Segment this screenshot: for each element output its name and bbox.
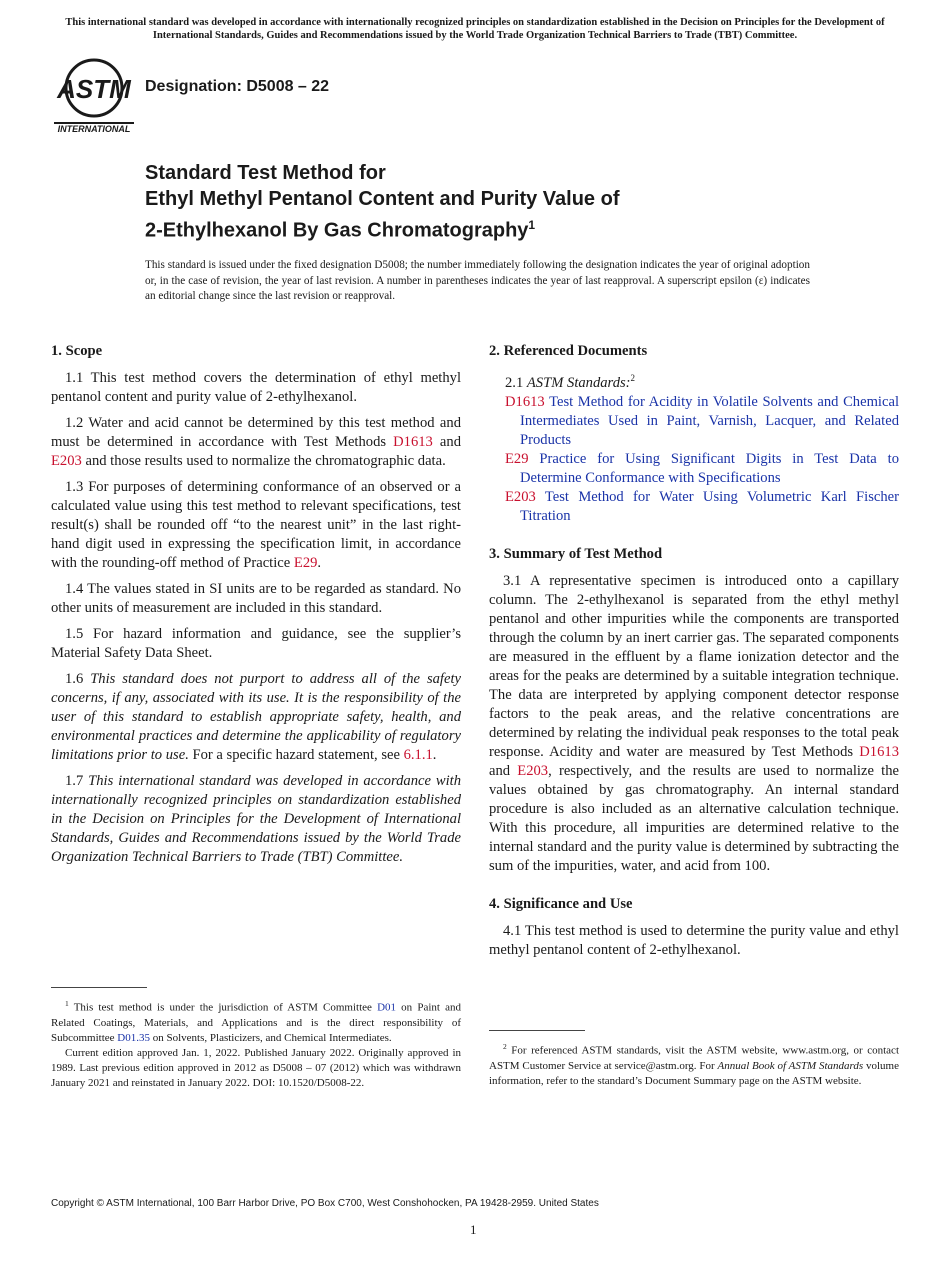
scope-1-7: 1.7 This international standard was developed in accordance with internationally recognized principles on standardization established in the Decision on Principles for the Development of International Standards, Guides and Recommendations issued by the World Trade Organization Technical Barriers to Trade (TBT) Committee. — [51, 773, 462, 865]
section-summary-heading: 3. Summary of Test Method — [489, 545, 663, 562]
title-line-1: Standard Test Method for — [145, 162, 386, 184]
footnote-rule-left — [51, 987, 147, 988]
title-line-2: Ethyl Methyl Pentanol Content and Purity Value of — [145, 188, 620, 210]
top-notice: This international standard was developed in accordance with internationally recognized principles on standardization established in the Decision on Principles for the Development of International Standards, Guides and Recommendations issued by the World Trade Organization Technical Barriers to Trade (TBT) Committee. — [65, 17, 885, 41]
right-column — [489, 342, 899, 967]
ref-item-d1613[interactable]: D1613 Test Method for Acidity in Volatile Solvents and Chemical Intermediates Used in Paint, Varnish, Lacquer, and Related Products — [505, 393, 899, 448]
designation: Designation: D5008 – 22 — [145, 78, 330, 95]
scope-1-1: 1.1 This test method covers the determination of ethyl methyl pentanol content and purity value of 2-ethylhexanol. — [51, 370, 461, 405]
title-line-3-text: 2-Ethylhexanol By Gas Chromatography — [145, 219, 529, 242]
link-e203-summary[interactable]: E203 — [517, 762, 549, 779]
left-column — [51, 342, 461, 874]
scope-1-4: 1.4 The values stated in SI units are to be regarded as standard. No other units of measurement are included in this standard. — [51, 581, 461, 616]
copyright: Copyright © ASTM International, 100 Barr Harbor Drive, PO Box C700, West Conshohocken, PA 19428-2959. United States — [51, 1198, 599, 1209]
ref-item-e203[interactable]: E203 Test Method for Water Using Volumetric Karl Fischer Titration — [505, 488, 899, 524]
document-title — [145, 160, 865, 244]
logo-subtext: INTERNATIONAL — [57, 124, 131, 134]
footnote-2: $^2$ For referenced ASTM standards, visit the ASTM website, www.astm.org, or contact ASTM Customer Service at service@astm.org. For Annual Book of ASTM Standards volume information, refer to the standard’s Document Summary page on the ASTM website. — [489, 1042, 899, 1087]
scope-1-6: 1.6 This standard does not purport to address all of the safety concerns, if any, associated with its use. It is the responsibility of the user of this standard to establish appropriate safety, health, and environmental practices and determine the applicability of regulatory limitations prior to use. For a specific hazard statement, see 6.1.1. — [51, 671, 461, 763]
link-d01[interactable]: D01 — [377, 1001, 397, 1014]
astm-standards-label: 2.1 ASTM Standards:$^2$ — [505, 373, 636, 391]
link-6-1-1[interactable]: 6.1.1 — [403, 747, 433, 763]
section-significance-heading: 4. Significance and Use — [489, 895, 633, 912]
link-d01-35[interactable]: D01.35 — [117, 1031, 150, 1044]
section-referenced-documents-heading: 2. Referenced Documents — [489, 343, 648, 359]
title-line-3 — [145, 212, 865, 244]
footnote-1-edition: Current edition approved Jan. 1, 2022. Published January 2022. Originally approved in 1989. Last previous edition approved in 2012 as D5008 – 07 (2012) which was withdrawn January 2021 and reinstated in January 2022. DOI: 10.1520/D5008-22. — [51, 1046, 461, 1089]
link-d1613[interactable]: D1613 — [393, 434, 433, 450]
scope-1-5: 1.5 For hazard information and guidance, see the supplier’s Material Safety Data Sheet. — [51, 626, 461, 661]
page-number: 1 — [470, 1222, 477, 1237]
scope-1-3: 1.3 For purposes of determining conformance of an observed or a calculated value using this test method to relevant specifications, test result(s) shall be rounded off “to the nearest unit” in the last right-hand digit used in expressing the specification limit, in accordance with the rounding-off method of Practice E29. — [51, 479, 461, 571]
ref-item-e29[interactable]: E29 Practice for Using Significant Digits in Test Data to Determine Conformance with Specifications — [505, 450, 899, 486]
title-footnote-mark: 1 — [528, 218, 536, 232]
scope-1-2: 1.2 Water and acid cannot be determined by this test method and must be determined in accordance with Test Methods D1613 and E203 and those results used to normalize the chromatographic data. — [51, 415, 461, 469]
summary-3-1: 3.1 A representative specimen is introduced onto a capillary column. The 2-ethylhexanol is separated from the ethyl methyl pentanol and other impurities while the components are transported through the column by an inert carrier gas. The separated components are measured in the effluent by a flame ionization detector and the areas for the peaks are determined by a suitable integration technique. The data are interpreted by applying component detector response factors to the peak areas, and the relative concentrations are determined by relating the individual peak responses to the total peak response. Acidity and water are measured by Test Methods D1613 and E203, respectively, and the results are used to normalize the values obtained by gas chromatography. An internal standard procedure is also included as an alternative calculation technique. With this procedure, all impurities are determined relative to the internal standard and the purity value is determined by subtracting the sum of the impurities, water, and acid from 100. — [489, 572, 899, 874]
logo-text: ASTM — [57, 74, 131, 104]
astm-logo — [52, 56, 136, 134]
issued-note: This standard is issued under the fixed designation D5008; the number immediately following the designation indicates the year of original adoption or, in the case of revision, the year of last revision. A number in parentheses indicates the year of last reapproval. A superscript epsilon (ε) indicates an editorial change since the last revision or reapproval. — [145, 259, 810, 303]
footnote-rule-right — [489, 1030, 585, 1031]
astm-logo-icon — [52, 56, 136, 134]
significance-4-1: 4.1 This test method is used to determine the purity value and ethyl methyl pentanol content of 2-ethylhexanol. — [489, 922, 899, 958]
section-scope-heading: 1. Scope — [51, 343, 103, 359]
footnote-1: $^1$ This test method is under the jurisdiction of ASTM Committee D01 on Paint and Related Coatings, Materials, and Applications and is the direct responsibility of Subcommittee D01.35 on Solvents, Plasticizers, and Chemical Intermediates. Current edition approved Jan. 1, 2022. Published January 2022. Originally approved in 1989. Last previous edition approved in 2012 as D5008 – 07 (2012) which was withdrawn January 2021 and reinstated in January 2022. DOI: 10.1520/D5008-22. — [51, 999, 461, 1089]
link-d1613-summary[interactable]: D1613 — [859, 743, 899, 760]
link-e203[interactable]: E203 — [51, 453, 82, 469]
link-e29[interactable]: E29 — [293, 555, 318, 571]
